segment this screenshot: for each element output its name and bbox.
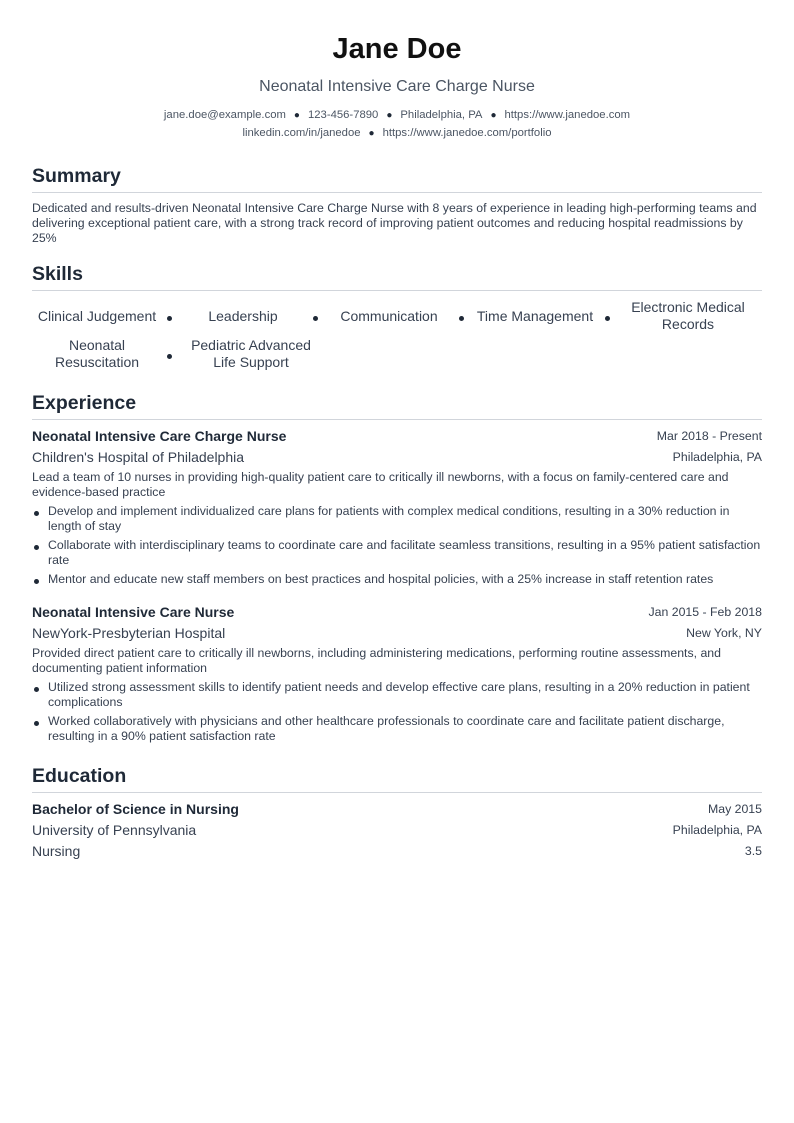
contact-location: Philadelphia, PA [400,109,483,121]
skill-separator-dot [167,354,172,359]
skill-separator-dot [605,316,610,321]
candidate-headline: Neonatal Intensive Care Charge Nurse [259,78,535,95]
job-bullet: Develop and implement individualized care plans for patients with complex medical conditions, resulting in a 30% reduction in length of stay [32,504,762,534]
section-divider [32,290,762,291]
bullet-dot [34,579,39,584]
job-bullet: Utilized strong assessment skills to identify patient needs and develop effective care plans, resulting in a 20% reduction in patient complications [32,680,762,710]
job-company: NewYork-Presbyterian Hospital [32,625,226,641]
bullet-dot [34,687,39,692]
contact-email[interactable]: jane.doe@example.com [163,109,286,121]
education-date: May 2015 [707,802,762,816]
bullet-dot [34,511,39,516]
bullet-dot [34,721,39,726]
job-bullet: Collaborate with interdisciplinary teams to coordinate care and facilitate seamless transitions, resulting in a 95% patient satisfaction rate [32,538,762,568]
education-heading: Education [32,765,127,787]
skills-heading: Skills [32,263,83,285]
separator-dot: ● [368,128,375,139]
job-company: Children's Hospital of Philadelphia [32,449,245,465]
skill-item: Clinical Judgement [37,308,157,324]
job-location: New York, NY [686,626,762,640]
education-degree: Bachelor of Science in Nursing [32,801,239,817]
summary-text: Dedicated and results-driven Neonatal Intensive Care Charge Nurse with 8 years of experience in leading high-performing teams and delivering exceptional patient care, with a strong track record of improving patient outcomes and reducing hospital readmissions by 25% [32,201,757,245]
skill-item: Communication [340,308,438,324]
job-description: Lead a team of 10 nurses in providing high-quality patient care to critically ill newborns, with a focus on family-centered care and evidence-based practice [32,470,729,499]
contact-line-2 [32,126,762,141]
contact-line-1 [32,108,762,123]
separator-dot: ● [386,110,393,121]
candidate-name: Jane Doe [332,33,462,65]
job-bullet: Mentor and educate new staff members on best practices and hospital policies, with a 25% increase in staff retention rates [32,572,762,587]
education-gpa: 3.5 [744,844,762,858]
skill-item: Pediatric Advanced Life Support [191,337,311,370]
job-bullet: Worked collaboratively with physicians and other healthcare professionals to coordinate care and facilitate patient discharge, resulting in a 90% patient satisfaction rate [32,714,762,744]
bullet-dot [34,545,39,550]
skill-separator-dot [313,316,318,321]
contact-portfolio[interactable]: https://www.janedoe.com/portfolio [382,127,552,139]
section-divider [32,192,762,193]
skill-item: Time Management [476,308,594,324]
job-dates: Mar 2018 - Present [656,429,762,443]
job-description: Provided direct patient care to critically ill newborns, including administering medications, performing routine assessments, and documenting patient information [32,646,721,675]
contact-phone[interactable]: 123-456-7890 [307,109,379,121]
contact-linkedin[interactable]: linkedin.com/in/janedoe [242,127,361,139]
skill-item: Leadership [208,308,278,324]
skill-item: Electronic Medical Records [631,299,745,332]
contact-website[interactable]: https://www.janedoe.com [504,109,631,121]
separator-dot: ● [293,110,300,121]
job-title: Neonatal Intensive Care Nurse [32,604,235,620]
skill-separator-dot [459,316,464,321]
job-dates: Jan 2015 - Feb 2018 [648,605,762,619]
skill-separator-dot [167,316,172,321]
experience-heading: Experience [32,392,137,414]
section-divider [32,792,762,793]
job-title: Neonatal Intensive Care Charge Nurse [32,428,287,444]
separator-dot: ● [490,110,497,121]
summary-heading: Summary [32,165,121,187]
education-school: University of Pennsylvania [32,822,197,838]
skill-item: Neonatal Resuscitation [54,337,140,370]
education-field: Nursing [32,843,81,859]
job-location: Philadelphia, PA [672,450,762,464]
section-divider [32,419,762,420]
education-location: Philadelphia, PA [672,823,762,837]
